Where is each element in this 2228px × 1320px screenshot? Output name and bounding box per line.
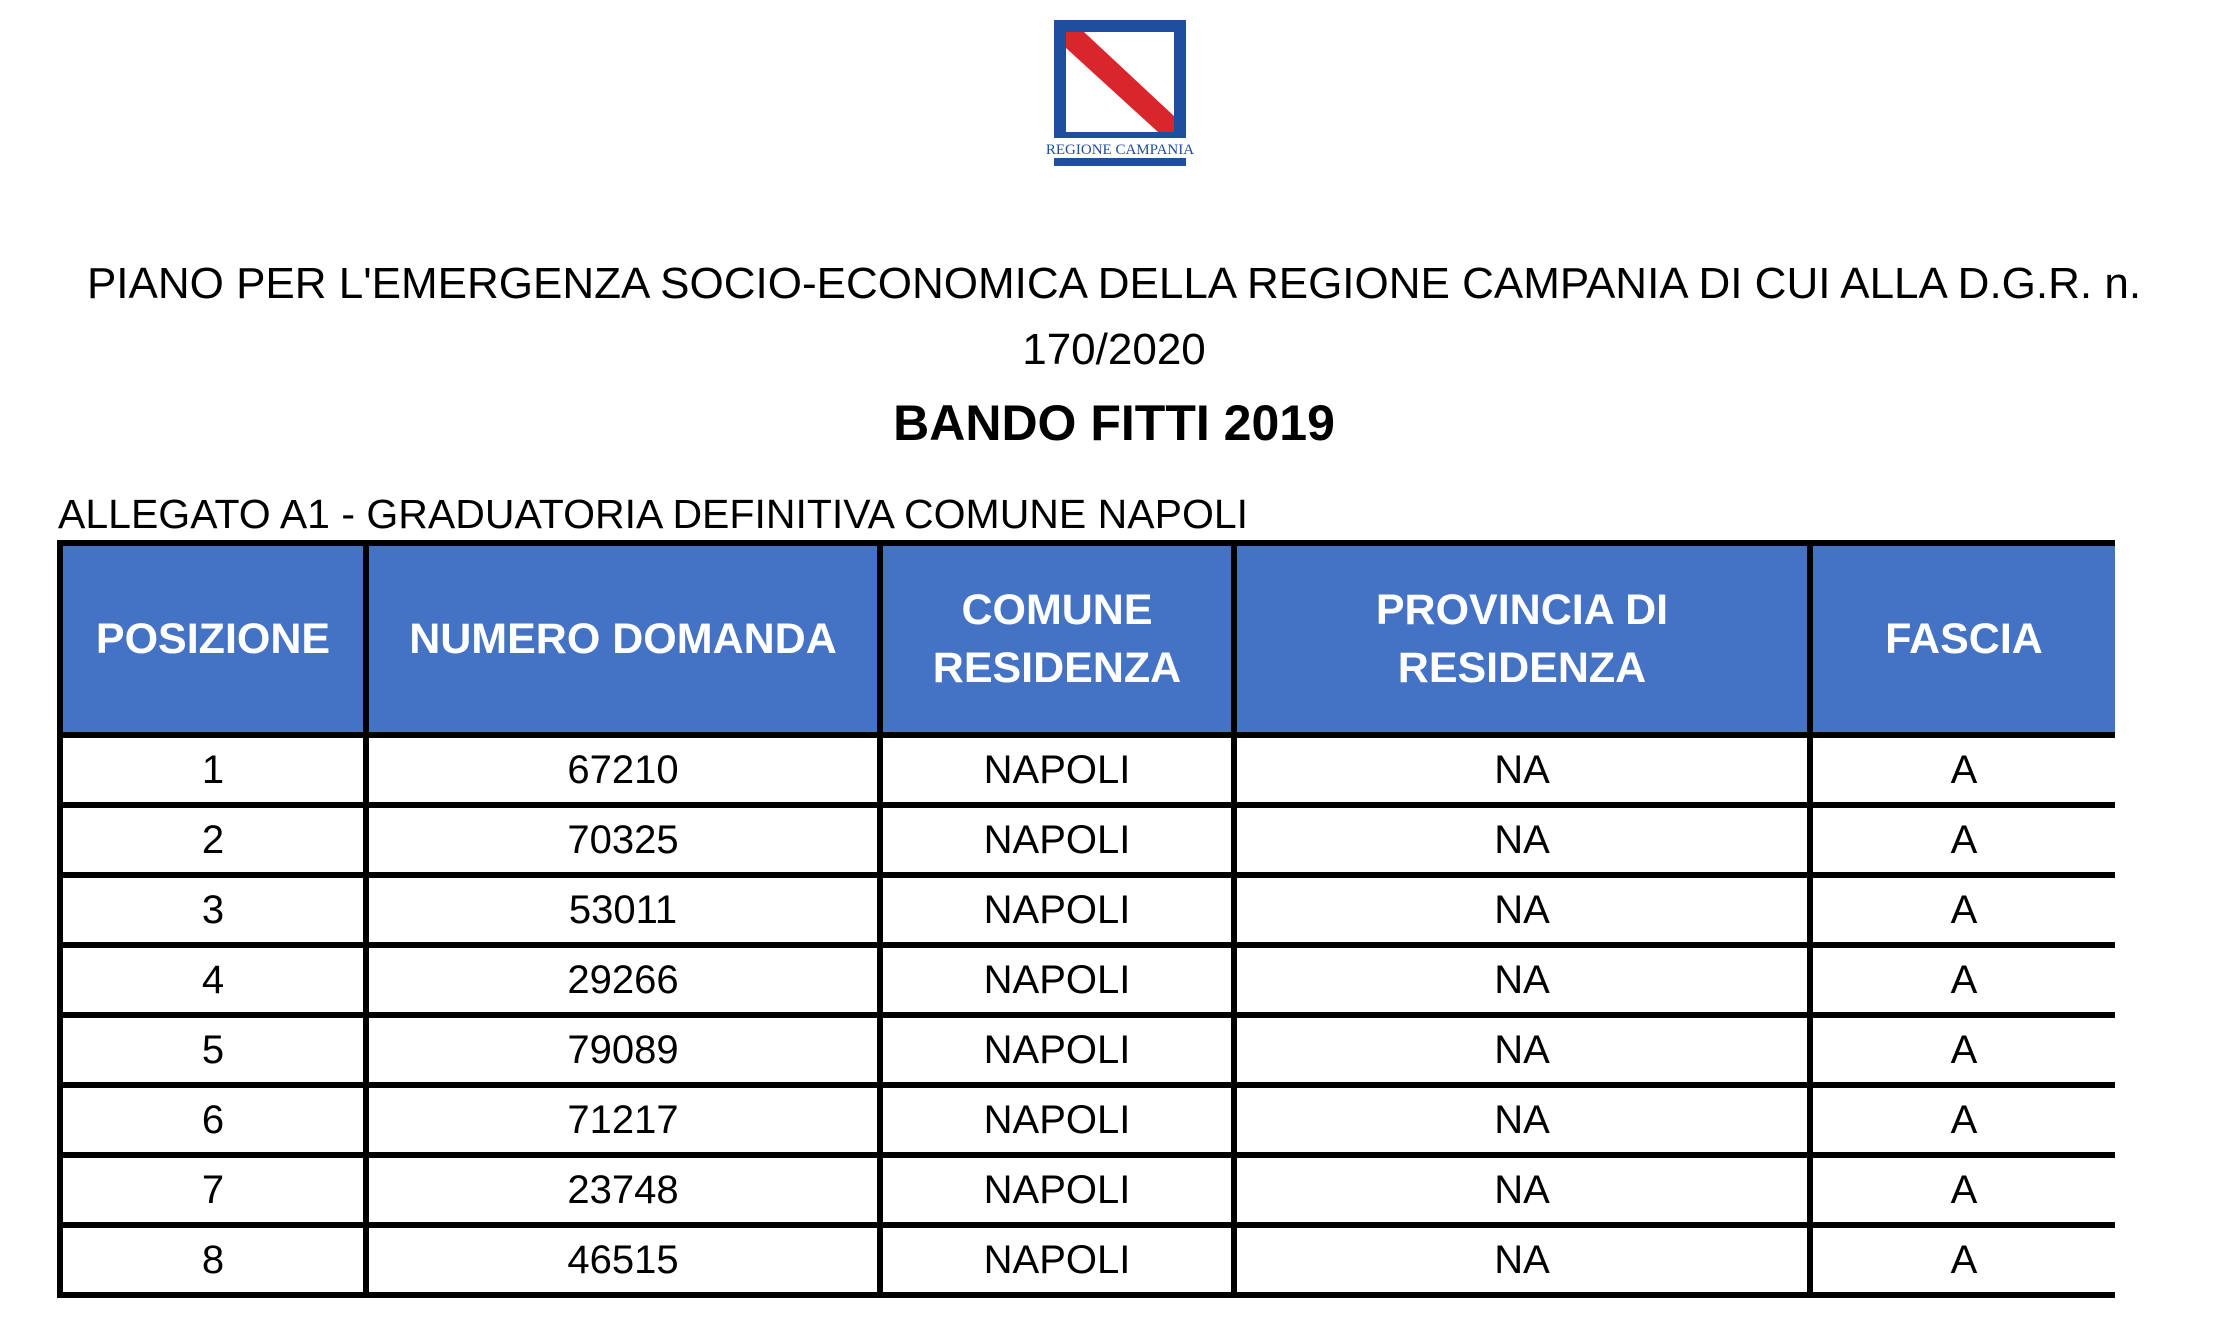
table-row (60, 1155, 2115, 1225)
cell-fascia: A (1810, 875, 2115, 945)
cell-comune: NAPOLI (880, 1015, 1234, 1085)
header-comune-residenza-line2: RESIDENZA (932, 644, 1182, 692)
cell-numero-domanda: 79089 (366, 1015, 880, 1085)
header-provincia-residenza (1234, 543, 1810, 735)
cell-numero-domanda: 29266 (366, 945, 880, 1015)
cell-numero-domanda: 53011 (366, 875, 880, 945)
cell-posizione: 7 (60, 1155, 366, 1225)
cell-fascia: A (1810, 1225, 2115, 1295)
table-row (60, 875, 2115, 945)
cell-provincia: NA (1234, 805, 1810, 875)
cell-comune: NAPOLI (880, 805, 1234, 875)
cell-comune: NAPOLI (880, 945, 1234, 1015)
cell-posizione: 2 (60, 805, 366, 875)
logo-text: REGIONE CAMPANIA (1045, 142, 1195, 158)
header-comune-residenza (880, 543, 1234, 735)
cell-posizione: 3 (60, 875, 366, 945)
header-posizione (60, 543, 366, 735)
table-row (60, 945, 2115, 1015)
document-title-line-2: 170/2020 (1022, 325, 1206, 374)
header-numero-domanda-label: NUMERO DOMANDA (409, 615, 837, 663)
cell-provincia: NA (1234, 875, 1810, 945)
header-fascia (1810, 543, 2115, 735)
cell-comune: NAPOLI (880, 1085, 1234, 1155)
table-row (60, 805, 2115, 875)
ranking-table-wrapper (57, 540, 2115, 1320)
table-header (60, 543, 2115, 735)
header-comune-residenza-line1: COMUNE (961, 586, 1153, 634)
cell-fascia: A (1810, 1015, 2115, 1085)
header-provincia-residenza-line2: RESIDENZA (1397, 644, 1647, 692)
cell-posizione: 5 (60, 1015, 366, 1085)
header-provincia-residenza-line1: PROVINCIA DI (1375, 586, 1669, 634)
cell-provincia: NA (1234, 1155, 1810, 1225)
document-subtitle: BANDO FITTI 2019 (893, 395, 1335, 451)
cell-provincia: NA (1234, 735, 1810, 805)
header-fascia-label: FASCIA (1885, 615, 2043, 663)
cell-provincia: NA (1234, 1015, 1810, 1085)
table-header-row (60, 543, 2115, 735)
cell-comune: NAPOLI (880, 1155, 1234, 1225)
table-body (60, 735, 2115, 1295)
allegato-caption: ALLEGATO A1 - GRADUATORIA DEFINITIVA COMUNE NAPOLI (58, 491, 1249, 537)
cell-posizione: 8 (60, 1225, 366, 1295)
cell-fascia: A (1810, 1085, 2115, 1155)
cell-fascia: A (1810, 945, 2115, 1015)
cell-numero-domanda: 70325 (366, 805, 880, 875)
cell-posizione: 1 (60, 735, 366, 805)
table-row (60, 1015, 2115, 1085)
table-row (60, 735, 2115, 805)
cell-provincia: NA (1234, 945, 1810, 1015)
cell-posizione: 4 (60, 945, 366, 1015)
table-row (60, 1225, 2115, 1295)
header-posizione-label: POSIZIONE (95, 615, 331, 663)
cell-fascia: A (1810, 805, 2115, 875)
document-title-line-1: PIANO PER L'EMERGENZA SOCIO-ECONOMICA DELLA REGIONE CAMPANIA DI CUI ALLA D.G.R. n. (86, 259, 2142, 308)
cell-comune: NAPOLI (880, 875, 1234, 945)
cell-numero-domanda: 46515 (366, 1225, 880, 1295)
cell-numero-domanda: 71217 (366, 1085, 880, 1155)
cell-numero-domanda: 23748 (366, 1155, 880, 1225)
cell-comune: NAPOLI (880, 735, 1234, 805)
cell-provincia: NA (1234, 1085, 1810, 1155)
cell-comune: NAPOLI (880, 1225, 1234, 1295)
cell-fascia: A (1810, 1155, 2115, 1225)
header-numero-domanda (366, 543, 880, 735)
cell-provincia: NA (1234, 1225, 1810, 1295)
cell-posizione: 6 (60, 1085, 366, 1155)
cell-numero-domanda: 67210 (366, 735, 880, 805)
regione-campania-logo (1032, 18, 1208, 170)
cell-fascia: A (1810, 735, 2115, 805)
ranking-table (57, 540, 2115, 1298)
table-row (60, 1085, 2115, 1155)
